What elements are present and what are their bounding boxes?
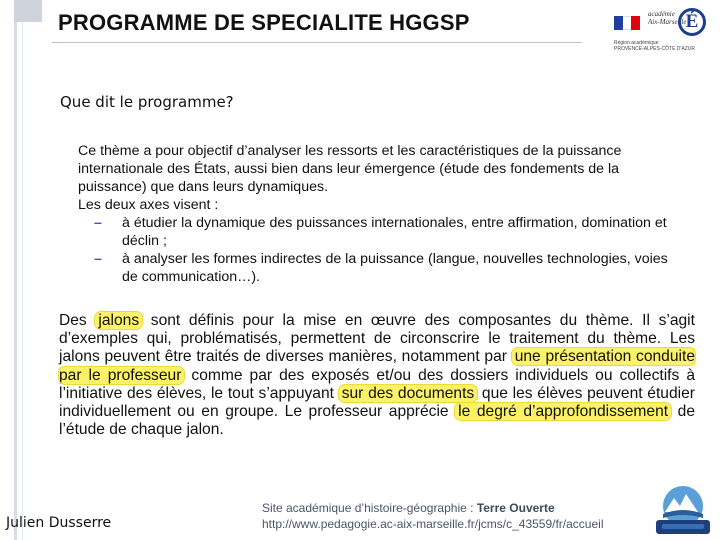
site-prefix: Site académique d’histoire-géographie : <box>262 501 477 515</box>
corner-accent <box>14 0 42 22</box>
highlight-documents: sur des documents <box>339 385 478 402</box>
footer-site-info <box>262 500 603 532</box>
program-excerpt-theme <box>78 142 668 286</box>
jalons-text-3: comme par des exposés et/ou des dossiers individuels ou collectifs à l’initiative des élèves, le tout s’appuyant <box>59 366 695 402</box>
jalons-text-2: sont définis pour la mise en œuvre des composantes du thème. Il s’agit d’exemples qui, problématisés, permettent de circonscrire le traitement du thème. Les jalons peuvent être traités de diverses manières, notamment par <box>59 312 695 366</box>
left-decorative-rule-thin <box>22 0 23 540</box>
french-flag-icon <box>614 16 640 30</box>
axis-item <box>94 214 668 250</box>
jalons-text-1: Des <box>59 312 96 329</box>
axis-1-text: à étudier la dynamique des puissances internationales, entre affirmation, domination et déclin ; <box>122 215 667 249</box>
program-excerpt-jalons <box>59 312 695 439</box>
dash-bullet-icon: – <box>94 215 102 231</box>
title-divider <box>52 42 582 43</box>
slide-subtitle: Que dit le programme? <box>60 93 234 111</box>
site-brand: Terre Ouverte <box>476 501 555 515</box>
jalons-text-4: que les élèves peuvent étudier individuellement ou en groupe. Le professeur apprécie <box>59 384 695 421</box>
terre-ouverte-logo-icon <box>652 482 714 536</box>
academy-name: académie Aix-Marseille <box>648 10 687 26</box>
theme-intro-paragraph: Ce thème a pour objectif d’analyser les ressorts et les caractéristiques de la puissance internationale des États, aussi bien dans leur émergence (étude des fondements de la puissance) que dans leurs dynamiques. <box>78 143 622 195</box>
axis-2-text: à analyser les formes indirectes de la puissance (langue, nouvelles technologies, voies de communication…). <box>122 251 668 285</box>
highlight-presentation: une présentation conduite par le professeur <box>59 348 695 384</box>
author-name: Julien Dusserre <box>6 515 112 531</box>
site-url-link[interactable]: http://www.pedagogie.ac-aix-marseille.fr/jcms/c_43559/fr/accueil <box>262 517 604 531</box>
highlight-jalons: jalons <box>95 312 142 329</box>
dash-bullet-icon: – <box>94 251 102 267</box>
academy-emblem-icon: É <box>678 8 706 36</box>
highlight-approfondissement: le degré d’approfondissement <box>455 403 671 420</box>
region-label: Région académique PROVENCE-ALPES-CÔTE D'AZUR <box>614 40 695 52</box>
left-decorative-rule <box>14 0 17 540</box>
axis-item <box>94 250 668 286</box>
jalons-text-5: de l’étude de chaque jalon. <box>59 403 696 439</box>
slide-title: PROGRAMME DE SPECIALITE HGGSP <box>58 10 470 35</box>
academy-logo <box>612 6 708 54</box>
axes-intro: Les deux axes visent : <box>78 197 219 213</box>
